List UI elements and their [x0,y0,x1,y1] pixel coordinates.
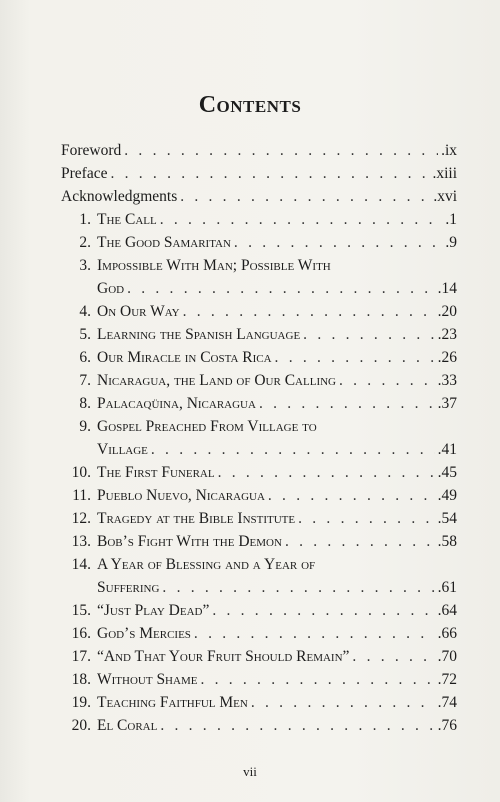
entry-title: Foreword [61,142,122,159]
entry-page: .66 [437,625,457,642]
toc-entry [61,507,457,530]
entry-title: Preface [61,165,108,182]
entry-page: .23 [437,326,457,343]
dot-leader [285,530,435,553]
toc-entry [61,392,457,415]
dot-leader [183,300,435,323]
entry-number: 12. [71,510,91,527]
entry-page: .xiii [432,165,457,182]
toc-entry [61,622,457,645]
entry-title: Learning the Spanish Language [97,326,301,343]
page-number-folio: vii [243,764,257,779]
entry-page: .9 [445,234,457,251]
dot-leader [251,691,435,714]
toc-entry [61,530,457,553]
dot-leader [218,461,435,484]
entry-title: God’s Mercies [97,625,191,642]
dot-leader [110,162,429,185]
toc-entry [61,162,457,185]
entry-title: Acknowledgments [61,188,178,205]
page-title: Contents [198,92,302,118]
entry-number: 8. [79,395,91,412]
dot-leader [259,392,435,415]
entry-page: .xvi [433,188,457,205]
entry-number: 2. [79,234,91,251]
entry-title: A Year of Blessing and a Year of [97,556,316,573]
toc-entry-continuation [61,438,457,461]
toc-entry [61,231,457,254]
toc-entry [61,645,457,668]
entry-title: Nicaragua, the Land of Our Calling [97,372,336,389]
dot-leader [303,323,434,346]
entry-number: 1. [79,211,91,228]
entry-page: .20 [437,303,457,320]
entry-page: .45 [437,464,457,481]
toc-entry [61,484,457,507]
dot-leader [352,645,434,668]
entry-page: .72 [437,671,457,688]
entry-page: .41 [437,441,457,458]
entry-title: Our Miracle in Costa Rica [97,349,272,366]
entry-title: Gospel Preached From Village to [97,418,317,435]
table-of-contents [61,139,457,737]
dot-leader [234,231,442,254]
entry-number: 20. [71,717,91,734]
entry-title: El Coral [97,717,158,734]
entry-title: “Just Play Dead” [97,602,210,619]
entry-page: .ix [441,142,457,159]
entry-number: 6. [79,349,91,366]
entry-title: “And That Your Fruit Should Remain” [97,648,350,665]
dot-leader [200,668,434,691]
dot-leader [194,622,435,645]
entry-number: 9. [79,418,91,435]
toc-entry-continuation [61,277,457,300]
entry-number: 14. [71,556,91,573]
entry-title: Bob’s Fight With the Demon [97,533,282,550]
toc-entry [61,691,457,714]
entry-page: .64 [437,602,457,619]
entry-title: Palacaqüina, Nicaragua [97,395,256,412]
entry-number: 17. [71,648,91,665]
dot-leader [151,438,435,461]
dot-leader [298,507,435,530]
entry-title: The Call [97,211,157,228]
toc-entry [61,668,457,691]
toc-entry [61,369,457,392]
entry-number: 15. [71,602,91,619]
entry-title: The Good Samaritan [97,234,231,251]
dot-leader [275,346,435,369]
toc-entry [61,714,457,737]
toc-entry [61,300,457,323]
entry-number: 18. [71,671,91,688]
entry-title-continued: Village [97,441,148,458]
toc-entry [61,139,457,162]
entry-number: 5. [79,326,91,343]
entry-page: .61 [437,579,457,596]
entry-page: .14 [437,280,457,297]
toc-entry [61,553,457,576]
toc-entry [61,323,457,346]
entry-title: Without Shame [97,671,198,688]
entry-page: .33 [437,372,457,389]
entry-number: 11. [72,487,91,504]
entry-number: 10. [71,464,91,481]
entry-number: 3. [79,257,91,274]
entry-page: .70 [437,648,457,665]
entry-page: .76 [437,717,457,734]
toc-entry [61,415,457,438]
entry-title-continued: God [97,280,125,297]
toc-entry-continuation [61,576,457,599]
entry-number: 7. [79,372,91,389]
toc-entry [61,208,457,231]
entry-title: Pueblo Nuevo, Nicaragua [97,487,265,504]
dot-leader [180,185,430,208]
entry-page: .37 [437,395,457,412]
entry-title: Impossible With Man; Possible With [97,257,331,274]
entry-page: .58 [437,533,457,550]
entry-number: 4. [79,303,91,320]
entry-title-continued: Suffering [97,579,160,596]
toc-entry [61,254,457,277]
dot-leader [212,599,434,622]
dot-leader [339,369,435,392]
entry-title: Tragedy at the Bible Institute [97,510,296,527]
dot-leader [162,576,434,599]
toc-entry [61,599,457,622]
entry-number: 13. [71,533,91,550]
dot-leader [160,714,434,737]
toc-entry [61,346,457,369]
toc-entry [61,185,457,208]
entry-number: 16. [71,625,91,642]
entry-title: The First Funeral [97,464,215,481]
entry-title: On Our Way [97,303,180,320]
entry-page: .26 [437,349,457,366]
entry-title: Teaching Faithful Men [97,694,248,711]
entry-page: .49 [437,487,457,504]
entry-page: .1 [445,211,457,228]
toc-entry [61,461,457,484]
dot-leader [127,277,435,300]
entry-page: .74 [437,694,457,711]
dot-leader [160,208,443,231]
entry-page: .54 [437,510,457,527]
dot-leader [124,139,438,162]
entry-number: 19. [71,694,91,711]
dot-leader [268,484,435,507]
